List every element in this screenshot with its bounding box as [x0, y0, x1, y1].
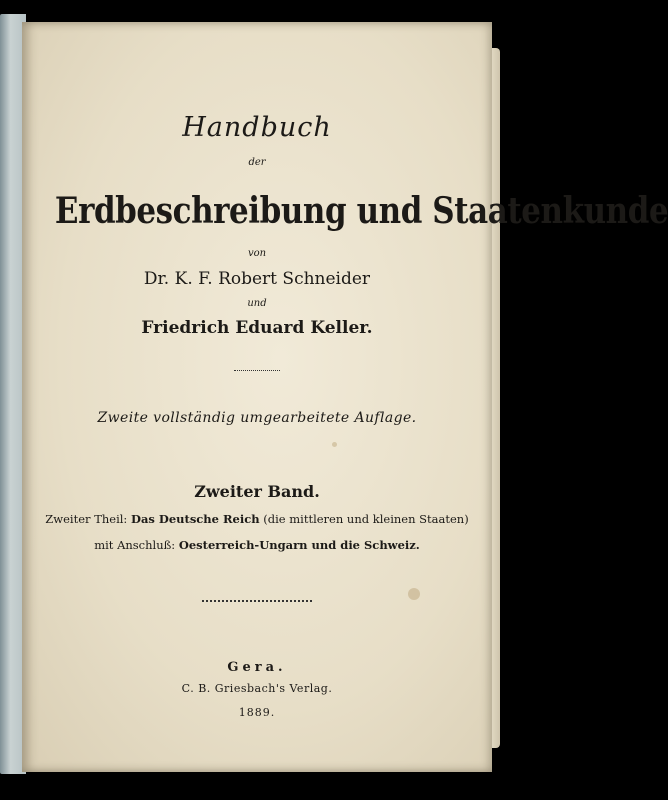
ornament-divider-2 — [202, 600, 312, 602]
volume-part-line — [22, 512, 492, 526]
part-prefix: Zweiter Theil: — [45, 512, 128, 526]
author-connector-und: und — [247, 298, 267, 309]
edition-line: Zweite vollständig umgearbeitete Auflage. — [97, 410, 417, 426]
imprint-year: 1889. — [238, 706, 276, 719]
volume-part-line-2 — [22, 538, 492, 552]
author-1: Dr. K. F. Robert Schneider — [143, 269, 371, 289]
title-line-2: Erdbeschreibung und Staatenkunde — [54, 190, 668, 232]
imprint-city: Gera. — [227, 660, 287, 675]
ornament-divider — [234, 370, 280, 371]
author-connector-von: von — [247, 248, 267, 259]
paper-stain — [332, 442, 337, 447]
imprint-publisher: C. B. Griesbach's Verlag. — [181, 682, 333, 695]
part-paren: (die mittleren und kleinen Staaten) — [263, 512, 469, 526]
part2-main: Oesterreich-Ungarn und die Schweiz. — [178, 538, 420, 552]
title-line-1: Handbuch — [182, 112, 332, 143]
volume-title: Zweiter Band. — [194, 482, 320, 501]
part2-prefix: mit Anschluß: — [94, 538, 176, 552]
author-2: Friedrich Eduard Keller. — [141, 318, 373, 338]
part-main: Das Deutsche Reich — [130, 512, 260, 526]
paper-stain — [408, 588, 420, 600]
title-page — [22, 22, 668, 772]
title-connector-der: der — [248, 157, 266, 168]
